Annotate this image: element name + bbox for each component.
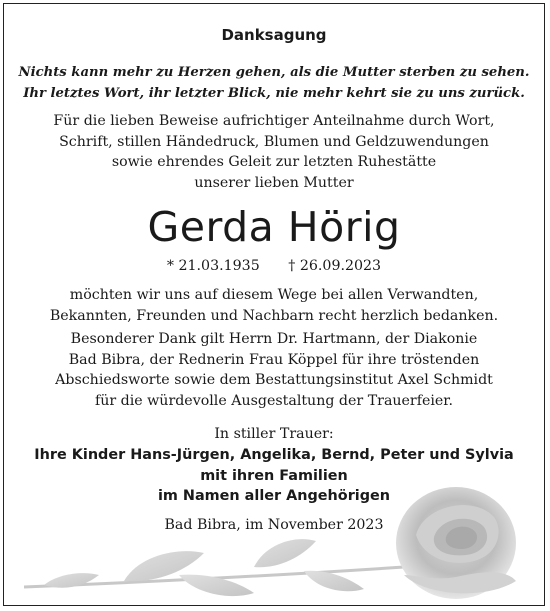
- intro-line: Schrift, stillen Händedruck, Blumen und Geldzuwendungen: [59, 133, 489, 150]
- death-date: † 26.09.2023: [288, 258, 382, 274]
- place-date: Bad Bibra, im November 2023: [164, 517, 384, 533]
- special-thanks-line: für die würdevolle Ausgestaltung der Trauerfeier.: [94, 392, 454, 409]
- mourners-line: mit ihren Familien: [200, 467, 348, 484]
- intro-line: sowie ehrendes Geleit zur letzten Ruhestätte: [111, 154, 437, 170]
- thanks-line: möchten wir uns auf diesem Wege bei allen Verwandten,: [69, 287, 479, 303]
- life-dates: [4, 258, 544, 274]
- obituary-card: [3, 3, 545, 606]
- thanks-line: Bekannten, Freunden und Nachbarn recht herzlich bedanken.: [49, 307, 499, 324]
- quote: [4, 62, 544, 104]
- quote-line: Ihr letztes Wort, ihr letzter Blick, nie mehr kehrt sie zu uns zurück.: [23, 86, 525, 101]
- mourners-line: Ihre Kinder Hans-Jürgen, Angelika, Bernd, Peter und Sylvia: [34, 447, 514, 463]
- intro-line: unserer lieben Mutter: [194, 174, 354, 191]
- mourning-label: In stiller Trauer:: [214, 426, 334, 442]
- deceased-name: Gerda Hörig: [147, 203, 401, 251]
- intro-line: Für die lieben Beweise aufrichtiger Anteilnahme durch Wort,: [53, 113, 495, 129]
- special-thanks-line: Abschiedsworte sowie dem Bestattungsinstitut Axel Schmidt: [55, 372, 493, 388]
- heading: Danksagung: [221, 26, 327, 44]
- birth-date: * 21.03.1935: [166, 258, 260, 274]
- thanks-text: [4, 285, 544, 326]
- special-thanks-text: [4, 329, 544, 411]
- intro-text: [4, 111, 544, 193]
- mourners: [4, 445, 544, 507]
- special-thanks-line: Bad Bibra, der Rednerin Frau Köppel für ihre tröstenden: [68, 351, 480, 368]
- quote-line: Nichts kann mehr zu Herzen gehen, als die Mutter sterben zu sehen.: [18, 65, 530, 80]
- mourners-line: im Namen aller Angehörigen: [157, 488, 391, 504]
- special-thanks-line: Besonderer Dank gilt Herrn Dr. Hartmann, der Diakonie: [70, 331, 478, 347]
